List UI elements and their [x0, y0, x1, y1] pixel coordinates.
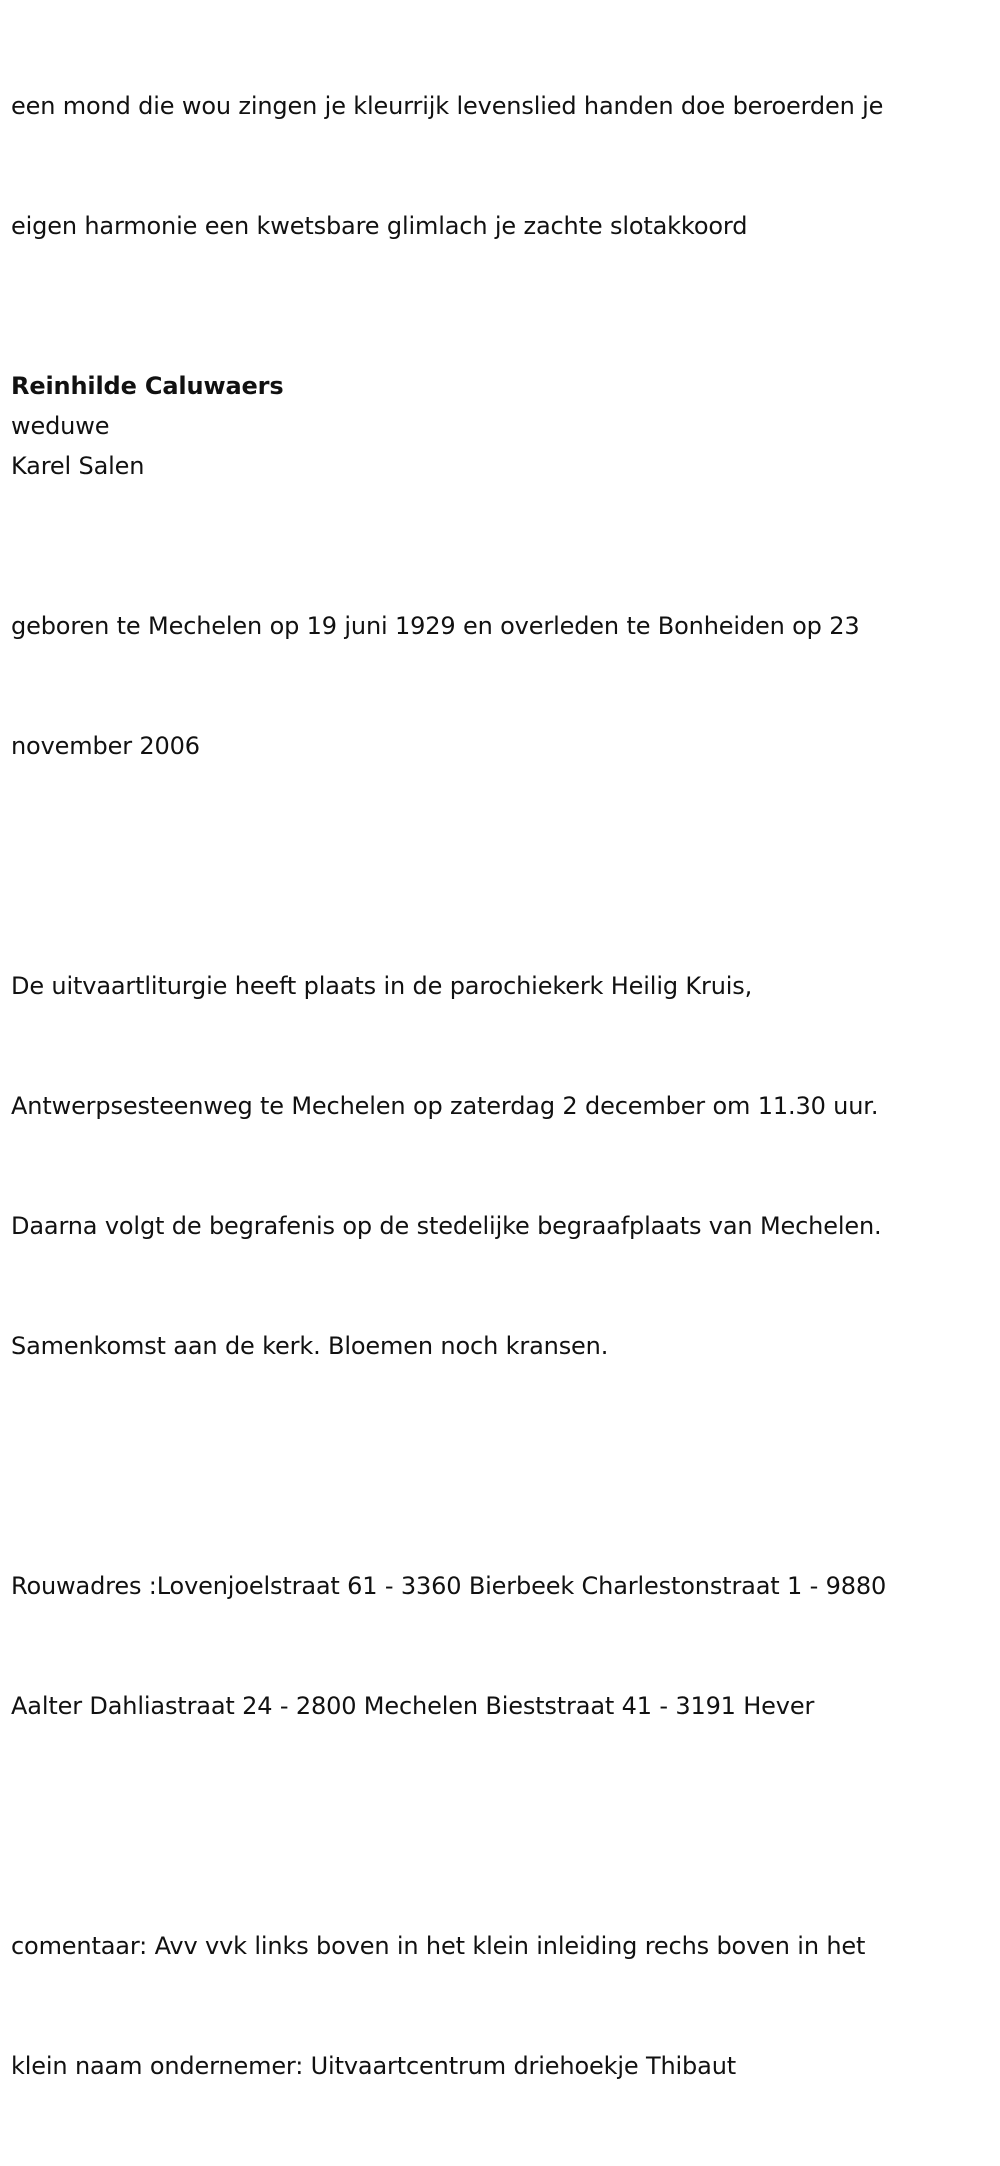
birth-death-line-1: geboren te Mechelen op 19 juni 1929 en overleden te Bonheiden op 23	[11, 612, 860, 640]
address-text	[11, 1486, 1000, 1806]
birth-death-line-2: november 2006	[11, 732, 200, 760]
ceremony-line-3: Daarna volgt de begrafenis op de stedelijke begraafplaats van Mechelen.	[11, 1212, 882, 1240]
poem-line-1: een mond die wou zingen je kleurrijk levenslied handen doe beroerden je	[11, 92, 884, 120]
address-line-2: Aalter Dahliastraat 24 - 2800 Mechelen Bieststraat 41 - 3191 Hever	[11, 1692, 815, 1720]
comment-line-1: comentaar: Avv vvk links boven in het klein inleiding rechs boven in het	[11, 1932, 866, 1960]
comment-text	[11, 1846, 1000, 2166]
ceremony-line-4: Samenkomst aan de kerk. Bloemen noch kransen.	[11, 1332, 609, 1360]
ceremony-line-1: De uitvaartliturgie heeft plaats in de parochiekerk Heilig Kruis,	[11, 972, 753, 1000]
ceremony-line-2: Antwerpsesteenweg te Mechelen op zaterdag 2 december om 11.30 uur.	[11, 1092, 879, 1120]
ceremony-text	[11, 886, 1000, 1446]
deceased-relation: weduwe	[11, 412, 110, 440]
birth-death-text	[11, 526, 1000, 846]
spouse-name: Karel Salen	[11, 452, 145, 480]
deceased-name: Reinhilde Caluwaers	[11, 372, 284, 400]
poem-line-2: eigen harmonie een kwetsbare glimlach je zachte slotakkoord	[11, 212, 748, 240]
address-line-1: Rouwadres :Lovenjoelstraat 61 - 3360 Bierbeek Charlestonstraat 1 - 9880	[11, 1572, 887, 1600]
comment-line-2: klein naam ondernemer: Uitvaartcentrum driehoekje Thibaut	[11, 2052, 737, 2080]
poem-text	[11, 6, 1000, 326]
